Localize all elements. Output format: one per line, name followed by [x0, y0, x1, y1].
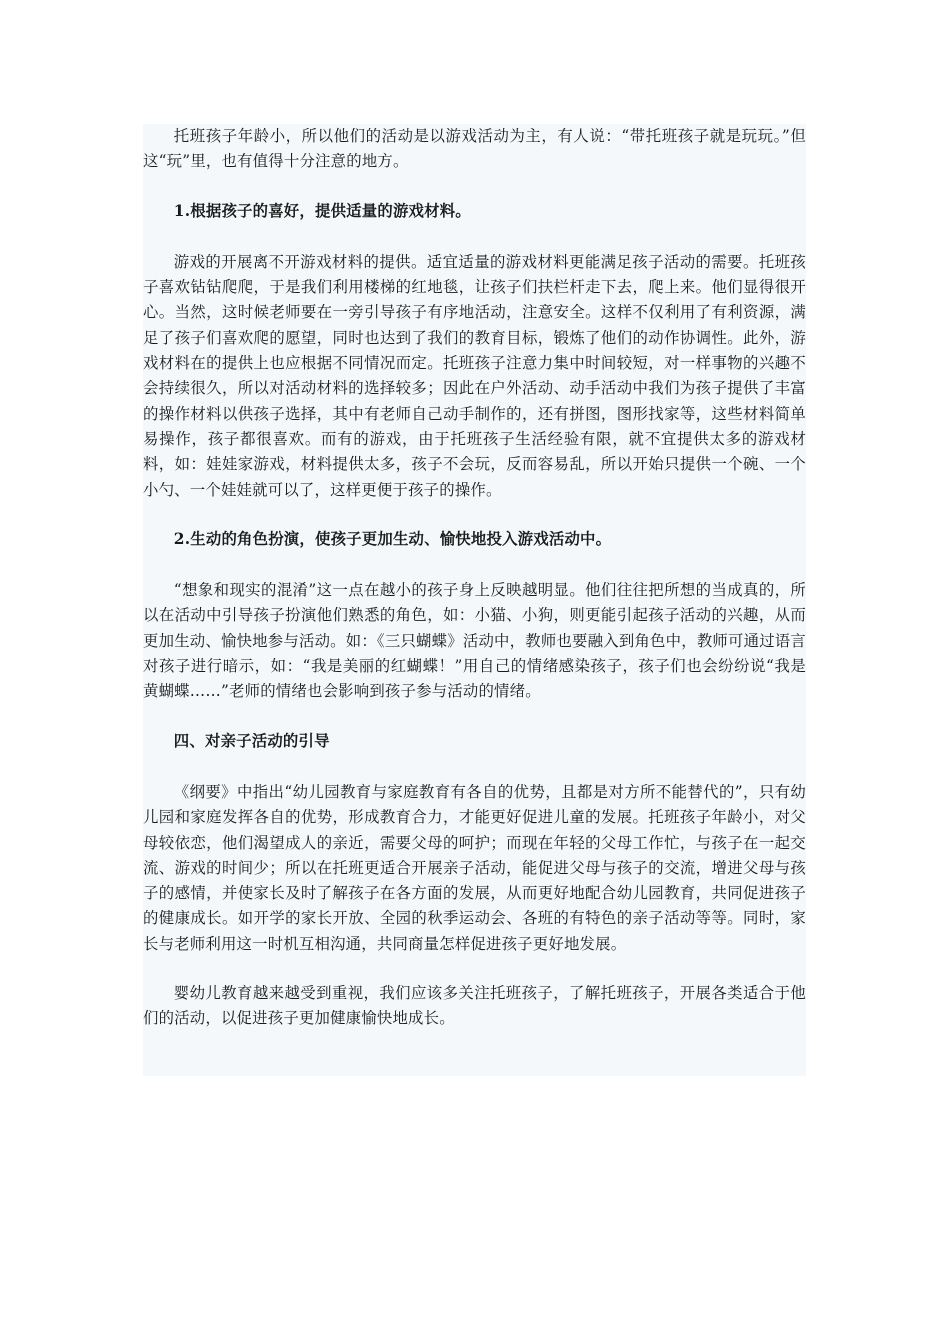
intro-paragraph: 托班孩子年龄小，所以他们的活动是以游戏活动为主，有人说：“带托班孩子就是玩玩。”但这“玩”里，也有值得十分注意的地方。 — [143, 127, 806, 171]
section-heading-materials: 1.根据孩子的喜好，提供适量的游戏材料。 — [173, 201, 471, 220]
spacer — [143, 754, 806, 780]
spacer — [143, 224, 806, 250]
spacer — [143, 705, 806, 729]
spacer — [143, 552, 806, 578]
spacer — [143, 957, 806, 981]
conclusion-paragraph: 婴幼儿教育越来越受到重视，我们应该多关注托班孩子，了解托班孩子，开展各类适合于他们的活动，以促进孩子更加健康愉快地成长。 — [143, 984, 806, 1028]
spacer — [143, 503, 806, 527]
section-heading-role-play: 2.生动的角色扮演，使孩子更加生动、愉快地投入游戏活动中。 — [173, 529, 612, 548]
section-paragraph-parent-child: 《纲要》中指出“幼儿园教育与家庭教育有各自的优势，且都是对方所不能替代的”，只有幼儿园和家庭发挥各自的优势，形成教育合力，才能更好促进儿童的发展。托班孩子年龄小，对父母较依恋，他们渴望成人的亲近，需要父母的呵护；而现在年轻的父母工作忙，与孩子在一起交流、游戏的时间少；所以在托班更适合开展亲子活动，能促进父母与孩子的交流，增进父母与孩子的感情，并使家长及时了解孩子在各方面的发展，从而更好地配合幼儿园教育，共同促进孩子的健康成长。如开学的家长开放、全园的秋季运动会、各班的有特色的亲子活动等等。同时，家长与老师利用这一时机互相沟通，共同商量怎样促进孩子更好地发展。 — [143, 782, 806, 953]
spacer — [143, 175, 806, 199]
section-paragraph-role-play: “想象和现实的混淆”这一点在越小的孩子身上反映越明显。他们往往把所想的当成真的，所以在活动中引导孩子扮演他们熟悉的角色，如：小猫、小狗，则更能引起孩子活动的兴趣，从而更加生动、愉快地参与活动。如：《三只蝴蝶》活动中，教师也要融入到角色中，教师可通过语言对孩子进行暗示，如：“我是美丽的红蝴蝶！”用自己的情绪感染孩子，孩子们也会纷纷说“我是黄蝴蝶……”老师的情绪也会影响到孩子参与活动的情绪。 — [143, 581, 806, 701]
section-heading-parent-child: 四、对亲子活动的引导 — [173, 731, 330, 750]
section-paragraph-materials: 游戏的开展离不开游戏材料的提供。适宜适量的游戏材料更能满足孩子活动的需要。托班孩子喜欢钻钻爬爬，于是我们利用楼梯的红地毯，让孩子们扶栏杆走下去，爬上来。他们显得很开心。当然，这时候老师要在一旁引导孩子有序地活动，注意安全。这样不仅利用了有利资源，满足了孩子们喜欢爬的愿望，同时也达到了我们的教育目标，锻炼了他们的动作协调性。此外，游戏材料在的提供上也应根据不同情况而定。托班孩子注意力集中时间较短，对一样事物的兴趣不会持续很久，所以对活动材料的选择较多；因此在户外活动、动手活动中我们为孩子提供了丰富的操作材料以供孩子选择，其中有老师自己动手制作的，还有拼图，图形找家等，这些材料简单易操作，孩子都很喜欢。而有的游戏，由于托班孩子生活经验有限，就不宜提供太多的游戏材料，如：娃娃家游戏，材料提供太多，孩子不会玩，反而容易乱，所以开始只提供一个碗、一个小勺、一个娃娃就可以了，这样更便于孩子的操作。 — [143, 252, 806, 499]
article-body — [143, 124, 806, 1076]
